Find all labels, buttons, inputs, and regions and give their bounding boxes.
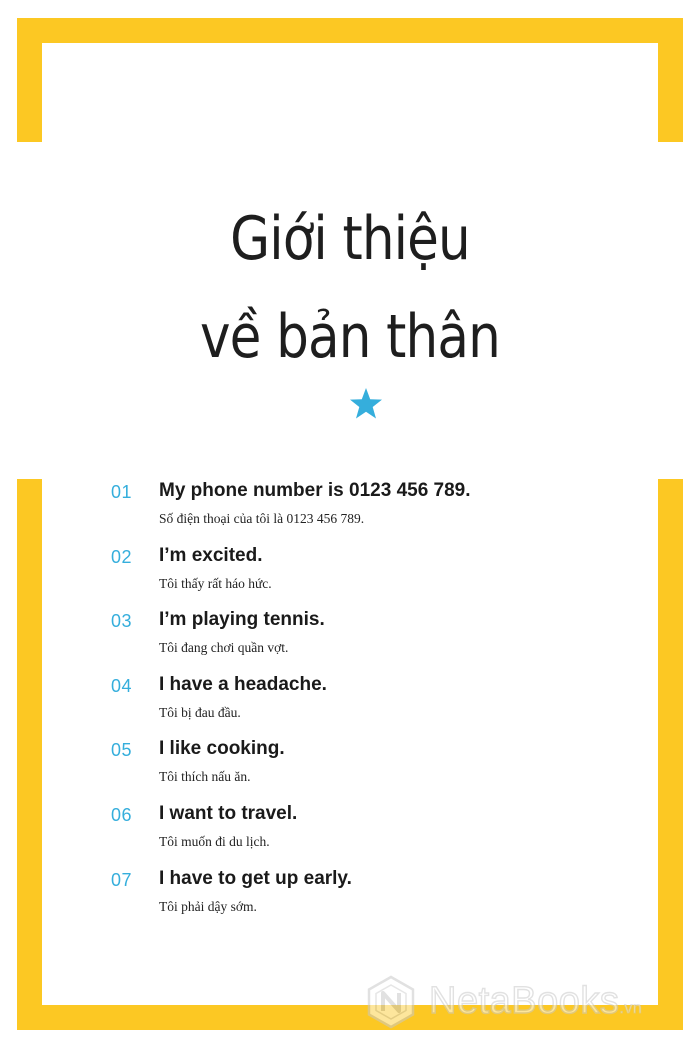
vietnamese-translation: Tôi thích nấu ăn. [159,769,251,785]
vietnamese-translation: Tôi phải dậy sớm. [159,898,257,914]
english-phrase: I like cooking. [159,738,285,760]
vietnamese-translation: Tôi đang chơi quần vợt. [159,640,289,656]
english-phrase: I’m playing tennis. [159,609,325,631]
english-phrase: I want to travel. [159,802,298,824]
english-phrase: My phone number is 0123 456 789. [159,480,471,501]
list-item [0,736,700,801]
page-title [49,190,651,386]
english-phrase: I have a headache. [159,673,327,695]
watermark-suffix: .vn [619,1000,643,1017]
list-item [0,801,700,866]
item-number: 07 [111,869,133,890]
item-number: 01 [111,482,133,502]
list-item [0,543,700,608]
vietnamese-translation: Số điện thoại của tôi là 0123 456 789. [159,511,365,526]
item-number: 03 [111,611,133,632]
english-phrase: I have to get up early. [159,867,352,889]
title-line-2: về bản thân [200,302,500,373]
item-number: 04 [111,675,133,696]
item-number: 06 [111,804,133,825]
vietnamese-translation: Tôi thấy rất háo hức. [159,575,272,591]
english-phrase: I’m excited. [159,544,263,566]
frame-top-right-bar [658,18,683,142]
netabooks-logo-icon [363,974,419,1030]
phrase-list [0,478,700,930]
item-number: 05 [111,740,133,761]
vietnamese-translation: Tôi bị đau đầu. [159,704,241,720]
list-item [0,866,700,931]
vietnamese-translation: Tôi muốn đi du lịch. [159,833,270,849]
frame-top-left-bar [17,18,42,142]
star-icon [349,387,383,421]
list-item [0,607,700,672]
item-number: 02 [111,546,133,567]
list-item [0,478,700,543]
title-line-1: Giới thiệu [230,204,470,275]
watermark [363,972,693,1032]
watermark-brand: NetaBooks [429,980,620,1022]
watermark-text [429,980,642,1023]
list-item [0,672,700,737]
frame-top-bar [17,18,683,43]
